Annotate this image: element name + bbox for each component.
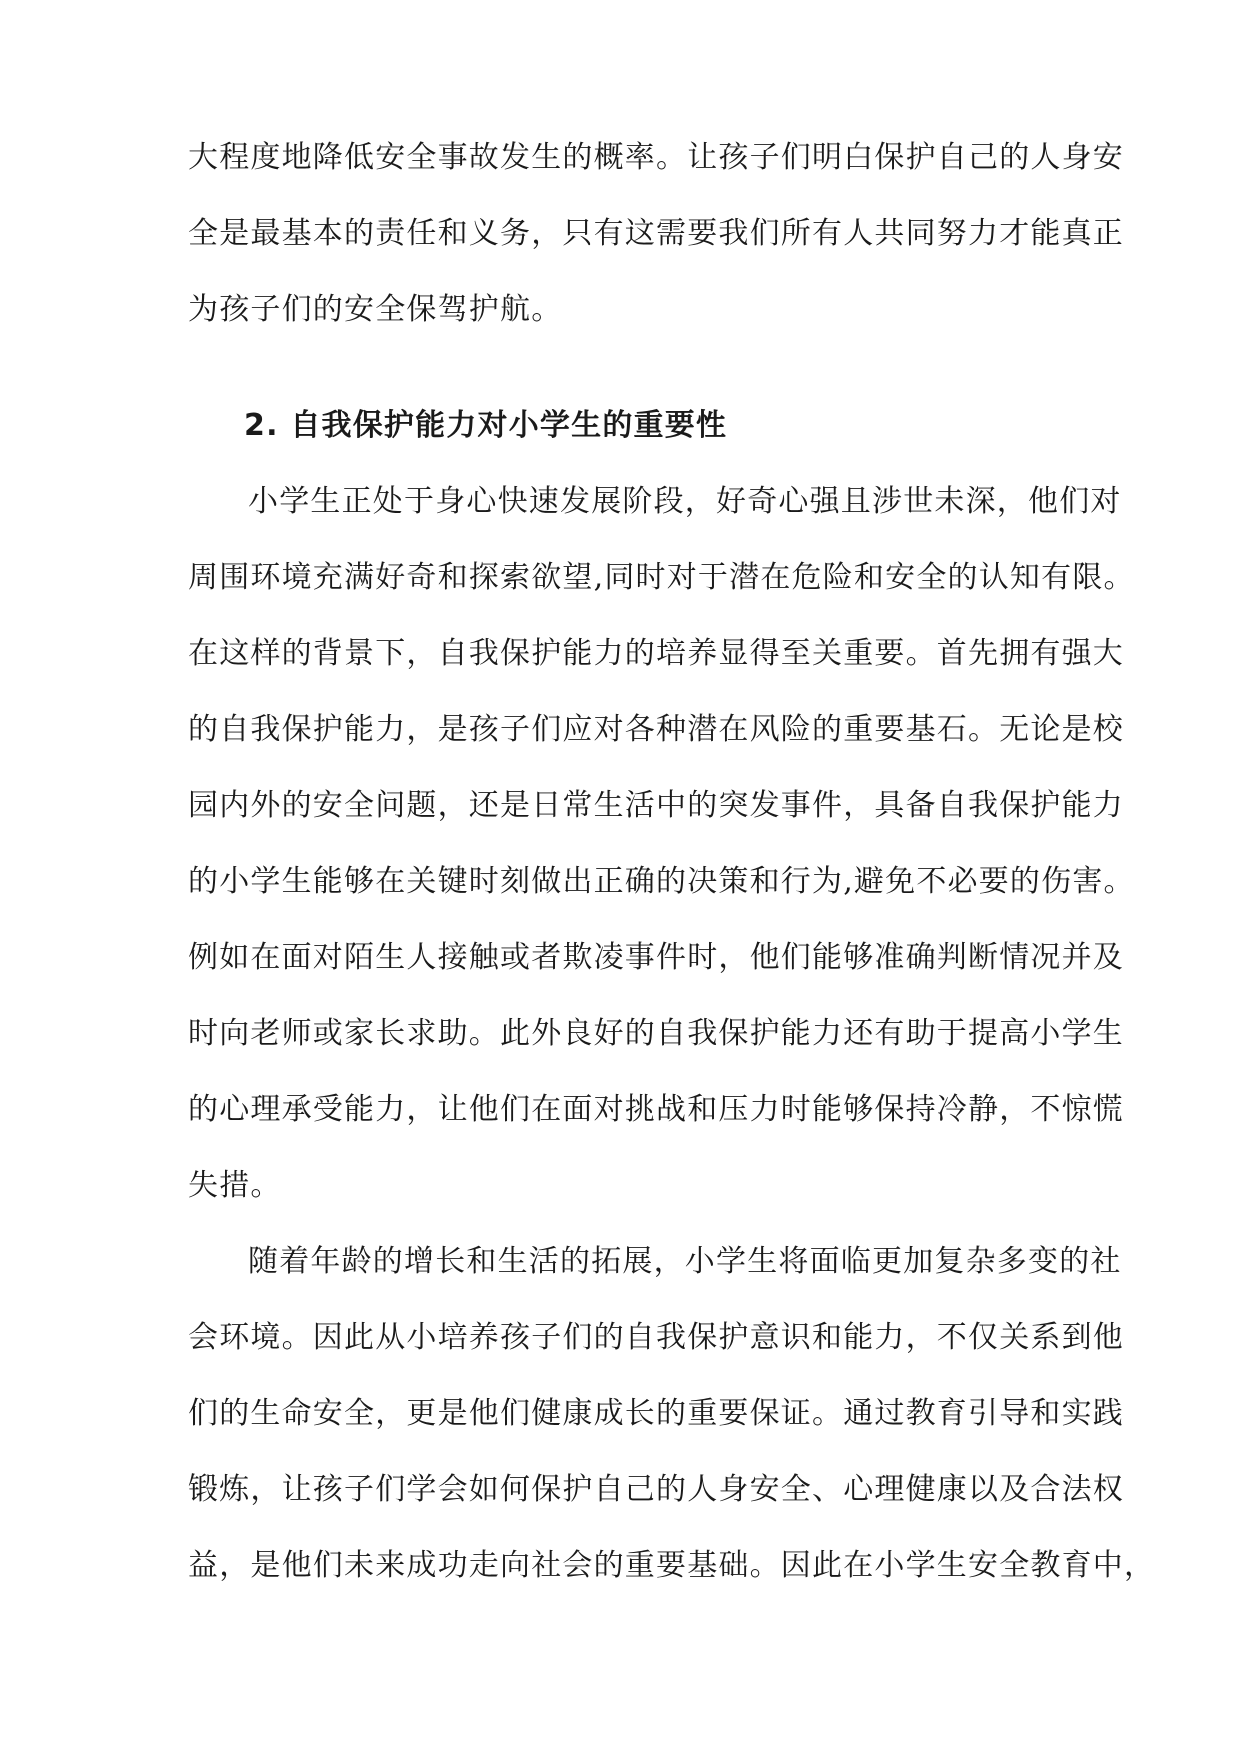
text-line: 们的生命安全，更是他们健康成长的重要保证。通过教育引导和实践 <box>188 1396 1124 1431</box>
text-line: 锻炼，让孩子们学会如何保护自己的人身安全、心理健康以及合法权 <box>188 1472 1124 1507</box>
text-line: 的自我保护能力，是孩子们应对各种潜在风险的重要基石。无论是校 <box>188 712 1124 747</box>
text-line: 周围环境充满好奇和探索欲望,同时对于潜在危险和安全的认知有限。 <box>188 560 1135 595</box>
text-line: 的心理承受能力，让他们在面对挑战和压力时能够保持冷静，不惊慌 <box>188 1092 1124 1127</box>
text-line: 的小学生能够在关键时刻做出正确的决策和行为,避免不必要的伤害。 <box>188 864 1135 899</box>
text-line: 园内外的安全问题，还是日常生活中的突发事件，具备自我保护能力 <box>188 788 1124 823</box>
text-line: 例如在面对陌生人接触或者欺凌事件时，他们能够准确判断情况并及 <box>188 940 1124 975</box>
text-line: 大程度地降低安全事故发生的概率。让孩子们明白保护自己的人身安 <box>188 140 1124 175</box>
text-line: 益，是他们未来成功走向社会的重要基础。因此在小学生安全教育中， <box>188 1548 1156 1583</box>
text-line: 会环境。因此从小培养孩子们的自我保护意识和能力，不仅关系到他 <box>188 1320 1124 1355</box>
text-line: 时向老师或家长求助。此外良好的自我保护能力还有助于提高小学生 <box>188 1016 1124 1051</box>
section-heading: 2. 自我保护能力对小学生的重要性 <box>244 408 728 443</box>
text-line: 为孩子们的安全保驾护航。 <box>188 292 563 327</box>
text-line: 小学生正处于身心快速发展阶段，好奇心强且涉世未深，他们对 <box>248 484 1122 519</box>
text-line: 在这样的背景下，自我保护能力的培养显得至关重要。首先拥有强大 <box>188 636 1124 671</box>
text-line: 随着年龄的增长和生活的拓展，小学生将面临更加复杂多变的社 <box>248 1244 1122 1279</box>
text-line: 失措。 <box>188 1168 282 1203</box>
text-line: 全是最基本的责任和义务，只有这需要我们所有人共同努力才能真正 <box>188 216 1124 251</box>
